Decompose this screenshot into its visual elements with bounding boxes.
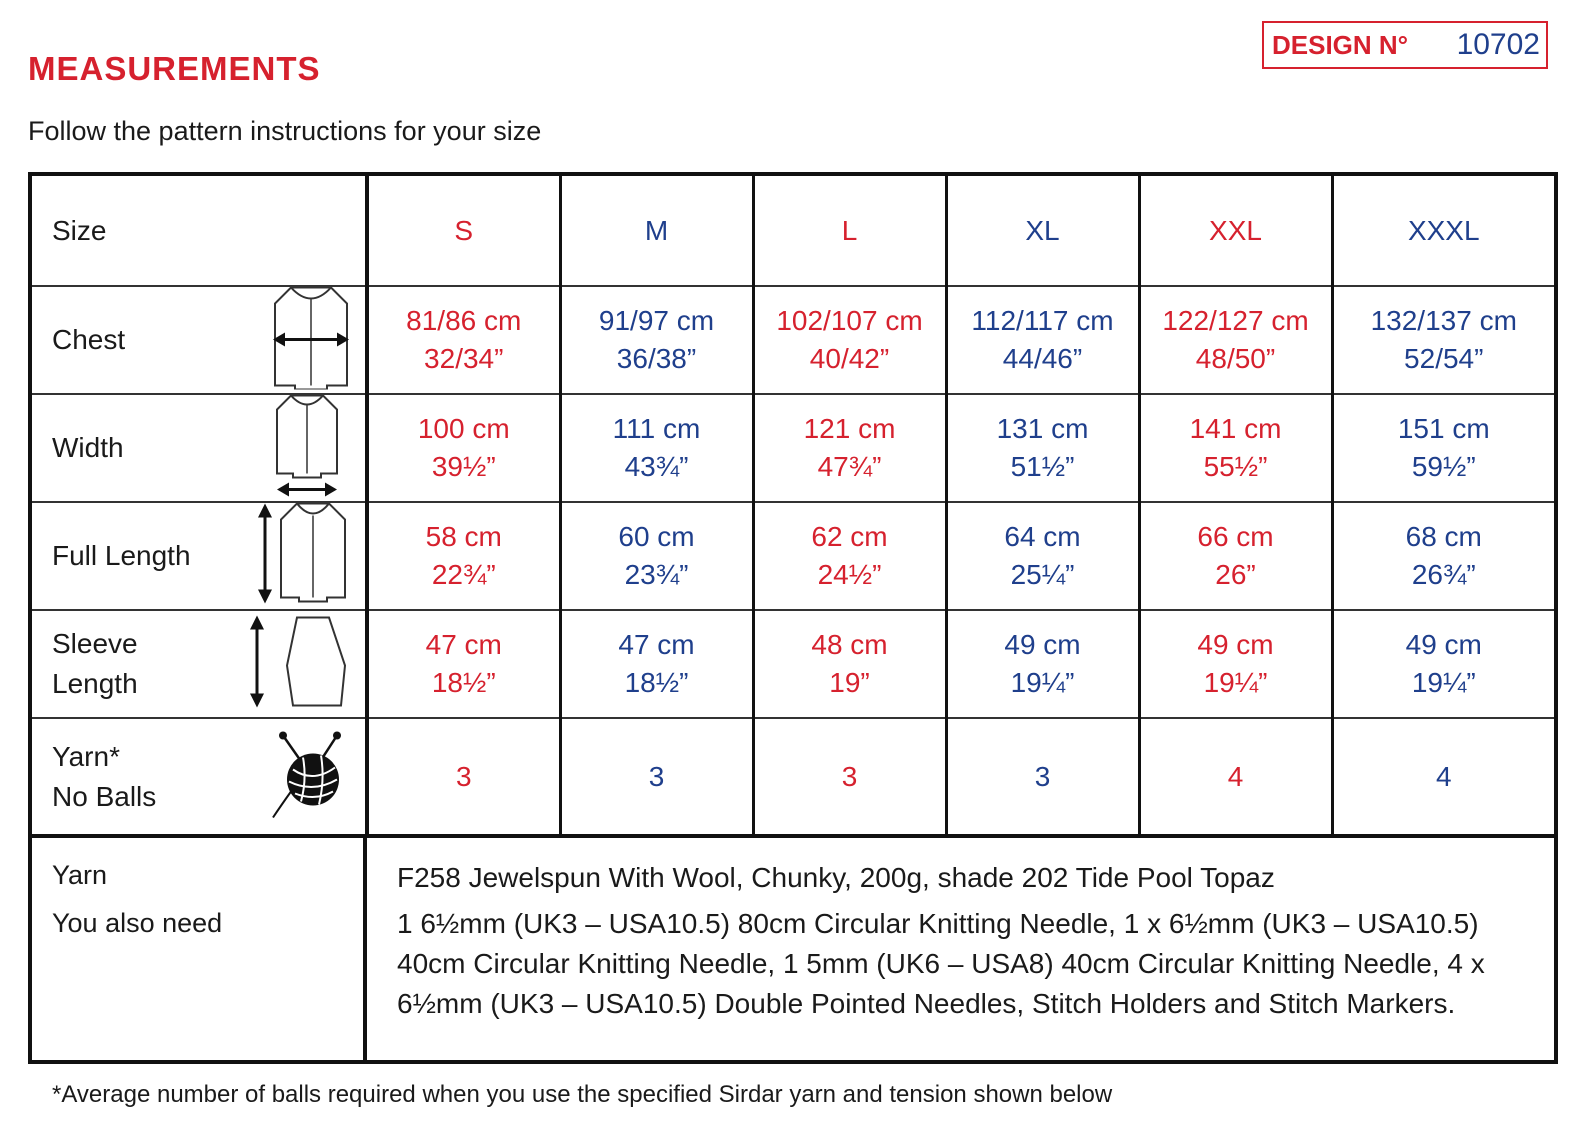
yarn-ball-icon <box>271 729 351 824</box>
subtitle: Follow the pattern instructions for your size <box>28 116 542 146</box>
width-cell: 131 cm 51½” <box>946 394 1139 502</box>
full-length-cell: 58 cm 22¾” <box>367 502 560 610</box>
chest-cell: 102/107 cm 40/42” <box>753 286 946 394</box>
width-cell: 121 cm 47¾” <box>753 394 946 502</box>
yarn-balls-cell: 3 <box>753 718 946 834</box>
page-title: MEASUREMENTS <box>28 50 321 87</box>
yarn-balls-cell: 4 <box>1332 718 1554 834</box>
size-grid <box>32 176 1554 834</box>
yarn-balls-label: Yarn* No Balls <box>52 740 157 812</box>
sleeve-length-cell: 47 cm 18½” <box>560 610 753 718</box>
cardigan-chest-icon <box>261 286 361 395</box>
sleeve-length-cell: 48 cm 19” <box>753 610 946 718</box>
size-row <box>32 176 1554 286</box>
sleeve-length-cell: 47 cm 18½” <box>367 610 560 718</box>
chest-cell: 132/137 cm 52/54” <box>1332 286 1554 394</box>
yarn-balls-cell: 3 <box>946 718 1139 834</box>
chest-row <box>32 286 1554 394</box>
yarn-label: Yarn <box>52 860 108 890</box>
yarn-balls-cell: 3 <box>560 718 753 834</box>
yarn-balls-row <box>32 718 1554 834</box>
width-cell: 151 cm 59½” <box>1332 394 1554 502</box>
size-header: XXL <box>1139 176 1332 286</box>
footnote: *Average number of balls required when you use the specified Sirdar yarn and tension shown below <box>52 1081 1113 1108</box>
design-number: 10702 <box>1456 28 1540 61</box>
chest-cell: 91/97 cm 36/38” <box>560 286 753 394</box>
size-header: M <box>560 176 753 286</box>
materials-labels <box>32 838 367 1064</box>
sleeve-length-cell: 49 cm 19¼” <box>946 610 1139 718</box>
full-length-label-cell <box>32 502 367 610</box>
size-label-cell <box>32 176 367 286</box>
width-cell: 100 cm 39½” <box>367 394 560 502</box>
sleeve-length-icon <box>245 614 355 715</box>
chest-label-cell <box>32 286 367 394</box>
full-length-cell: 62 cm 24½” <box>753 502 946 610</box>
sleeve-length-label-cell <box>32 610 367 718</box>
size-header: XXXL <box>1332 176 1554 286</box>
full-length-row <box>32 502 1554 610</box>
size-header: L <box>753 176 946 286</box>
width-cell: 141 cm 55½” <box>1139 394 1332 502</box>
full-length-cell: 60 cm 23¾” <box>560 502 753 610</box>
cardigan-width-icon <box>267 394 347 503</box>
materials-details <box>367 838 1554 1064</box>
chest-label: Chest <box>52 324 126 355</box>
full-length-cell: 66 cm 26” <box>1139 502 1332 610</box>
width-label-cell <box>32 394 367 502</box>
sleeve-length-cell: 49 cm 19¼” <box>1332 610 1554 718</box>
size-header: XL <box>946 176 1139 286</box>
also-need-label: You also need <box>52 908 223 938</box>
yarn-description: F258 Jewelspun With Wool, Chunky, 200g, shade 202 Tide Pool Topaz <box>397 862 1275 893</box>
size-header: S <box>367 176 560 286</box>
chest-cell: 81/86 cm 32/34” <box>367 286 560 394</box>
full-length-cell: 68 cm 26¾” <box>1332 502 1554 610</box>
size-label: Size <box>52 214 107 246</box>
full-length-label: Full Length <box>52 540 191 571</box>
also-need-description: 1 6½mm (UK3 – USA10.5) 80cm Circular Knitting Needle, 1 x 6½mm (UK3 – USA10.5) 40cm Circular Knitting Needle, 1 5mm (UK6 – USA8) 40cm Circular Knitting Needle, 4 x 6½mm (UK3 – USA10.5) Double Pointed Needles, Stitch Holders and Stitch Markers. <box>397 908 1485 1019</box>
width-row <box>32 394 1554 502</box>
width-cell: 111 cm 43¾” <box>560 394 753 502</box>
yarn-balls-cell: 4 <box>1139 718 1332 834</box>
measurements-table <box>28 172 1558 1064</box>
yarn-balls-cell: 3 <box>367 718 560 834</box>
design-label: DESIGN N° <box>1272 29 1409 60</box>
sleeve-length-label: Sleeve Length <box>52 628 138 699</box>
materials-section <box>32 834 1554 1064</box>
chest-cell: 112/117 cm 44/46” <box>946 286 1139 394</box>
chest-cell: 122/127 cm 48/50” <box>1139 286 1332 394</box>
sleeve-length-cell: 49 cm 19¼” <box>1139 610 1332 718</box>
cardigan-length-icon <box>251 502 361 611</box>
yarn-balls-label-cell <box>32 718 367 834</box>
design-number-box <box>1262 21 1548 69</box>
full-length-cell: 64 cm 25¼” <box>946 502 1139 610</box>
sleeve-length-row <box>32 610 1554 718</box>
width-label: Width <box>52 432 124 463</box>
